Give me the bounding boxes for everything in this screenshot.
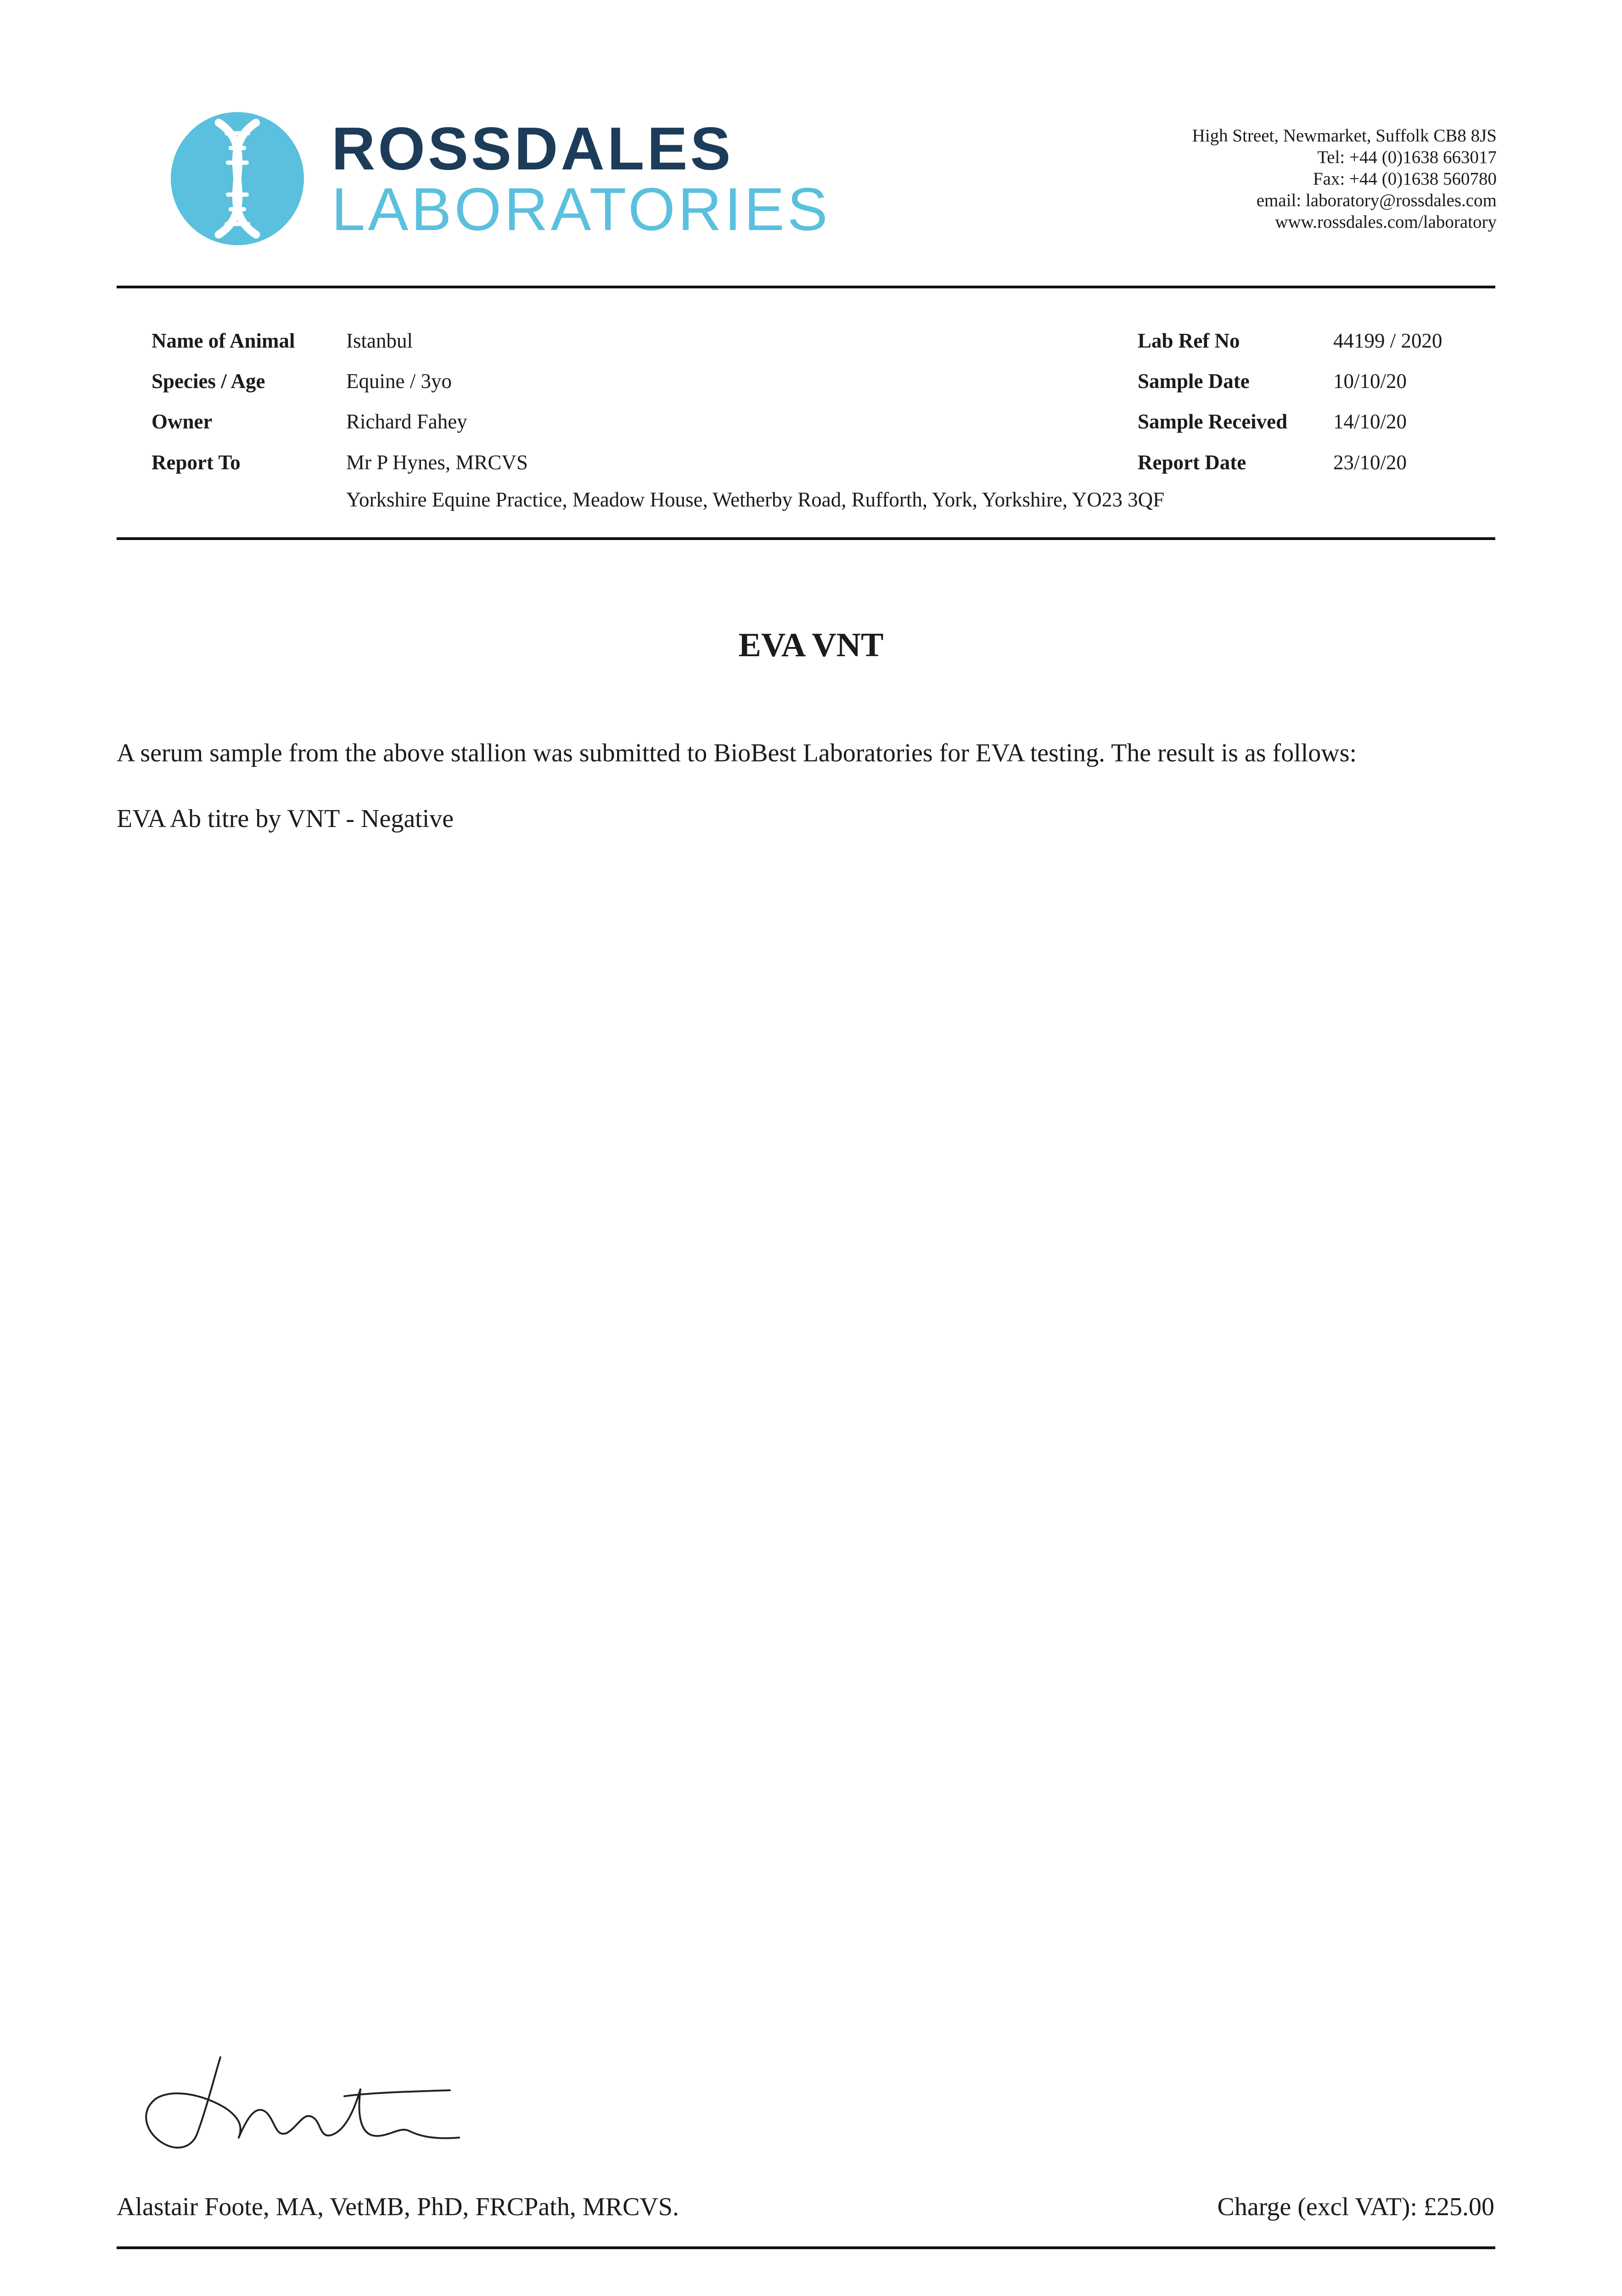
name-of-animal-value: Istanbul [346,329,413,352]
sample-date-value: 10/10/20 [1333,370,1407,393]
footer-divider [117,2246,1495,2249]
name-of-animal-label: Name of Animal [152,329,295,352]
report-to-address: Yorkshire Equine Practice, Meadow House, Wetherby Road, Rufforth, York, Yorkshire, YO23 3QF [346,488,1165,511]
report-date-value: 23/10/20 [1333,451,1407,474]
lab-ref-label: Lab Ref No [1138,329,1240,352]
contact-email: email: laboratory@rossdales.com [1256,191,1497,210]
brand-name: ROSSDALES [331,115,734,182]
contact-web: www.rossdales.com/laboratory [1275,212,1497,232]
header-divider [117,286,1495,288]
report-paragraph: A serum sample from the above stallion was submitted to BioBest Laboratories for EVA testing. The result is as follows: [117,739,1357,767]
report-title: EVA VNT [738,626,884,664]
species-age-value: Equine / 3yo [346,370,452,393]
owner-label: Owner [152,410,213,433]
lab-ref-value: 44199 / 2020 [1333,329,1442,352]
report-to-label: Report To [152,451,241,474]
contact-fax: Fax: +44 (0)1638 560780 [1313,169,1497,189]
owner-value: Richard Fahey [346,410,467,433]
brand-subtitle: LABORATORIES [331,175,831,243]
contact-address: High Street, Newmarket, Suffolk CB8 8JS [1192,126,1497,146]
sample-received-label: Sample Received [1138,410,1288,433]
report-date-label: Report Date [1138,451,1246,474]
sample-date-label: Sample Date [1138,370,1250,393]
signature-image [129,2053,468,2158]
charge-amount: Charge (excl VAT): £25.00 [1217,2193,1494,2221]
sample-received-value: 14/10/20 [1333,410,1407,433]
info-divider [117,537,1495,540]
report-result: EVA Ab titre by VNT - Negative [117,805,454,833]
signatory-name: Alastair Foote, MA, VetMB, PhD, FRCPath, MRCVS. [117,2193,679,2221]
dna-helix-icon [171,112,304,245]
contact-tel: Tel: +44 (0)1638 663017 [1317,147,1497,167]
report-to-value: Mr P Hynes, MRCVS [346,451,528,474]
contact-block [1192,125,1497,233]
species-age-label: Species / Age [152,370,265,393]
